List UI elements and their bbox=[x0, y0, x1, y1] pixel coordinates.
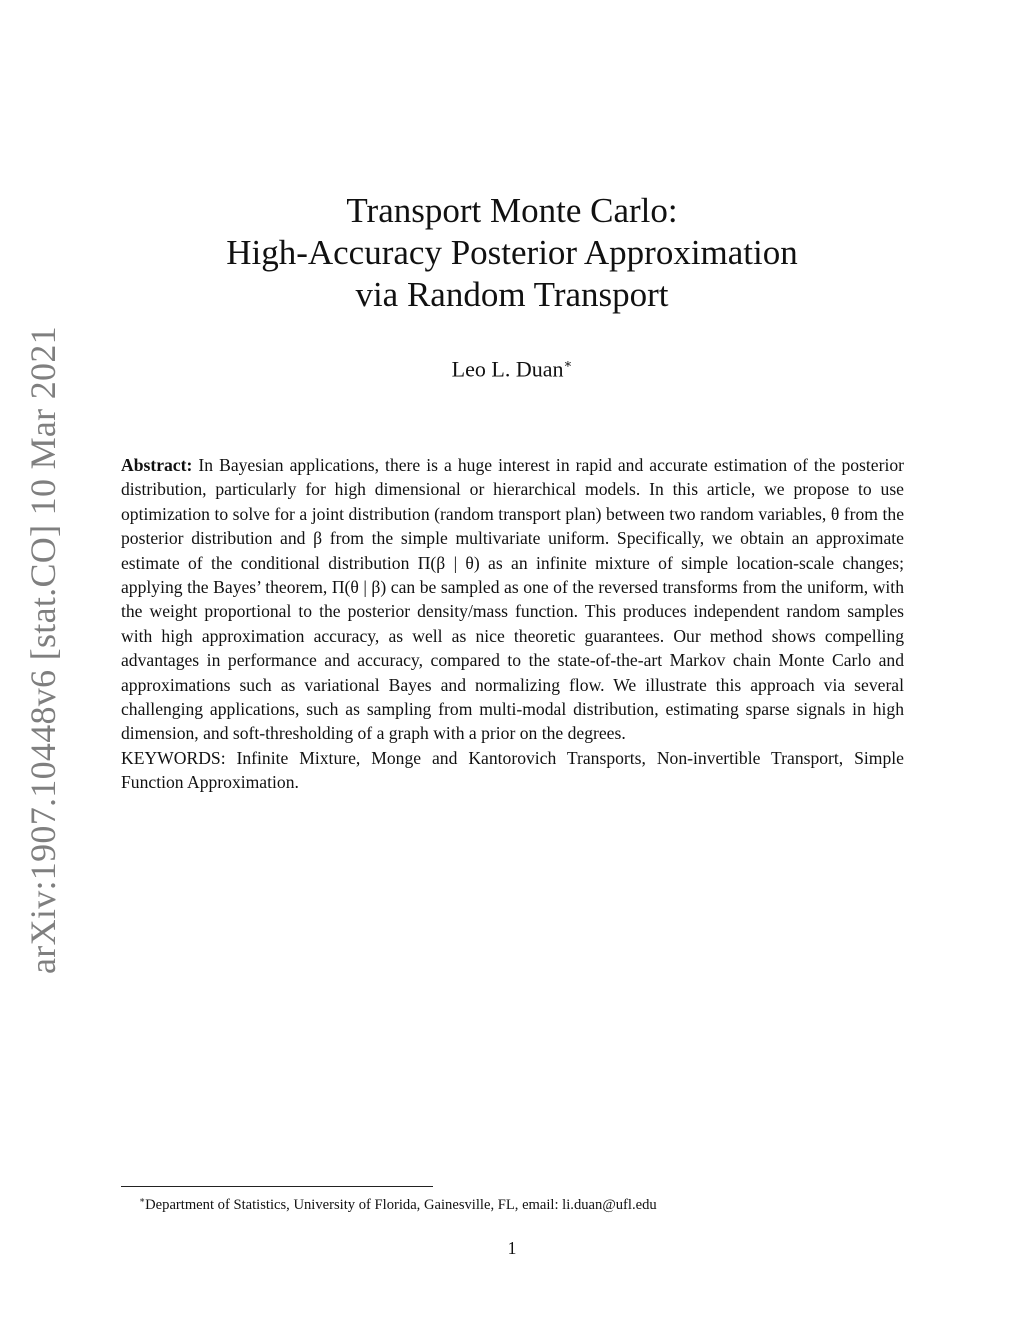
abstract-paragraph bbox=[121, 453, 904, 746]
author-footnote-mark: ∗ bbox=[563, 356, 573, 371]
abstract-label: Abstract: bbox=[121, 455, 193, 475]
footnote bbox=[121, 1190, 904, 1215]
paper-title bbox=[0, 190, 1024, 316]
title-line-1: Transport Monte Carlo: bbox=[346, 191, 678, 230]
footnote-mark: ∗ bbox=[139, 1195, 146, 1205]
author-name: Leo L. Duan bbox=[451, 356, 564, 382]
abstract-text: In Bayesian applications, there is a huge interest in rapid and accurate estimation of the posterior distribution, particularly for high dimensional or hierarchical models. In this article, we propose to use optimization to solve for a joint distribution (random transport plan) between two random variables, θ from the posterior distribution and β from the simple multivariate uniform. Specifically, we obtain an approximate estimate of the conditional distribution Π(β | θ) as an infinite mixture of simple location-scale changes; applying the Bayes’ theorem, Π(θ | β) can be sampled as one of the reversed transforms from the uniform, with the weight proportional to the posterior density/mass function. This produces independent random samples with high approximation accuracy, as well as nice theoretic guarantees. Our method shows compelling advantages in performance and accuracy, compared to the state-of-the-art Markov chain Monte Carlo and approximations such as variational Bayes and normalizing flow. We illustrate this approach via several challenging applications, such as sampling from multi-modal distribution, estimating sparse signals in high dimension, and soft-thresholding of a graph with a prior on the degrees. bbox=[121, 455, 904, 744]
page-number: 1 bbox=[507, 1238, 517, 1258]
footnote-text: Department of Statistics, University of Florida, Gainesville, FL, email: li.duan@ufl.edu bbox=[145, 1196, 657, 1213]
title-line-2: High-Accuracy Posterior Approximation bbox=[226, 233, 798, 272]
author-line bbox=[0, 356, 1024, 382]
footnote-divider bbox=[121, 1186, 433, 1187]
arxiv-identifier: arXiv:1907.10448v6 [stat.CO] 10 Mar 2021 bbox=[23, 326, 63, 974]
title-line-3: via Random Transport bbox=[355, 275, 669, 314]
abstract-block bbox=[121, 453, 904, 795]
keywords: KEYWORDS: Infinite Mixture, Monge and Kantorovich Transports, Non-invertible Transport, Simple Function Approximation. bbox=[121, 747, 904, 793]
